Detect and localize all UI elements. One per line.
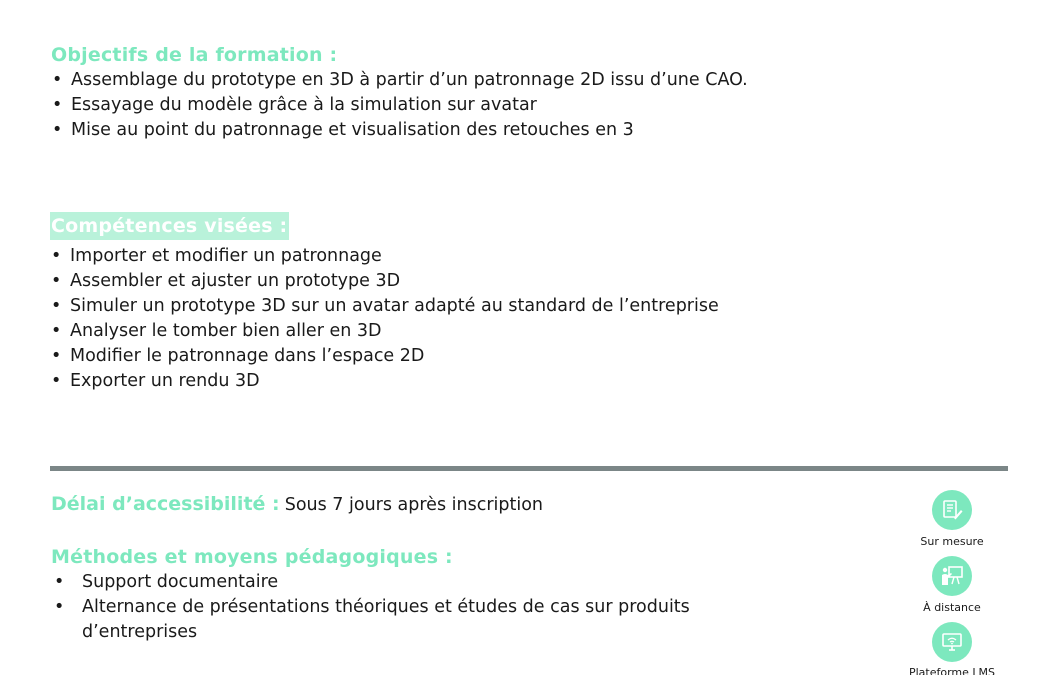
bullet-icon: •: [52, 120, 63, 140]
list-item-text: Importer et modifier un patronnage: [70, 246, 382, 266]
list-item-text: Exporter un rendu 3D: [70, 371, 260, 391]
bullet-icon: •: [54, 572, 65, 592]
list-item: [51, 269, 719, 294]
bullet-icon: •: [51, 246, 62, 266]
list-item-text: Modifier le patronnage dans l’espace 2D: [70, 346, 425, 366]
bullet-icon: •: [51, 321, 62, 341]
bullet-icon: •: [52, 70, 63, 90]
list-item: [51, 369, 719, 394]
a-distance-label: À distance: [923, 601, 981, 614]
methodes-list: [54, 570, 762, 645]
list-item-text: Analyser le tomber bien aller en 3D: [70, 321, 382, 341]
list-item: [52, 93, 748, 118]
list-item: [54, 570, 762, 595]
sur-mesure-label: Sur mesure: [920, 535, 984, 548]
list-item-text: Simuler un prototype 3D sur un avatar adapté au standard de l’entreprise: [70, 296, 719, 316]
competences-list: [51, 244, 719, 394]
list-item: [52, 118, 748, 143]
objectifs-heading: Objectifs de la formation :: [51, 44, 338, 66]
objectifs-list: [52, 68, 748, 143]
bullet-icon: •: [51, 271, 62, 291]
plateforme-lms-label: Plateforme LMS: [908, 666, 996, 675]
methodes-heading: Méthodes et moyens pédagogiques :: [51, 546, 453, 568]
competences-heading: Compétences visées :: [50, 212, 289, 240]
delai-label: Délai d’accessibilité :: [51, 493, 280, 515]
presenter-board-icon: [932, 556, 972, 596]
bullet-icon: •: [54, 597, 65, 617]
list-item-text: Assembler et ajuster un prototype 3D: [70, 271, 401, 291]
list-item: [51, 294, 719, 319]
document-pen-icon: [932, 490, 972, 530]
list-item-text: Alternance de présentations théoriques et études de cas sur produits d’entreprises: [82, 597, 690, 642]
bullet-icon: •: [52, 95, 63, 115]
list-item: [51, 319, 719, 344]
section-divider: [50, 466, 1008, 471]
list-item-text: Mise au point du patronnage et visualisation des retouches en 3: [71, 120, 634, 140]
list-item-text: Assemblage du prototype en 3D à partir d’un patronnage 2D issu d’une CAO.: [71, 70, 748, 90]
list-item-text: Support documentaire: [82, 572, 279, 592]
list-item: [51, 244, 719, 269]
list-item: [54, 595, 762, 645]
list-item: [52, 68, 748, 93]
list-item: [51, 344, 719, 369]
delai-value: Sous 7 jours après inscription: [284, 495, 544, 515]
delai-row: [51, 490, 543, 519]
bullet-icon: •: [51, 346, 62, 366]
bullet-icon: •: [51, 296, 62, 316]
monitor-wifi-icon: [932, 622, 972, 662]
list-item-text: Essayage du modèle grâce à la simulation sur avatar: [71, 95, 537, 115]
bullet-icon: •: [51, 371, 62, 391]
